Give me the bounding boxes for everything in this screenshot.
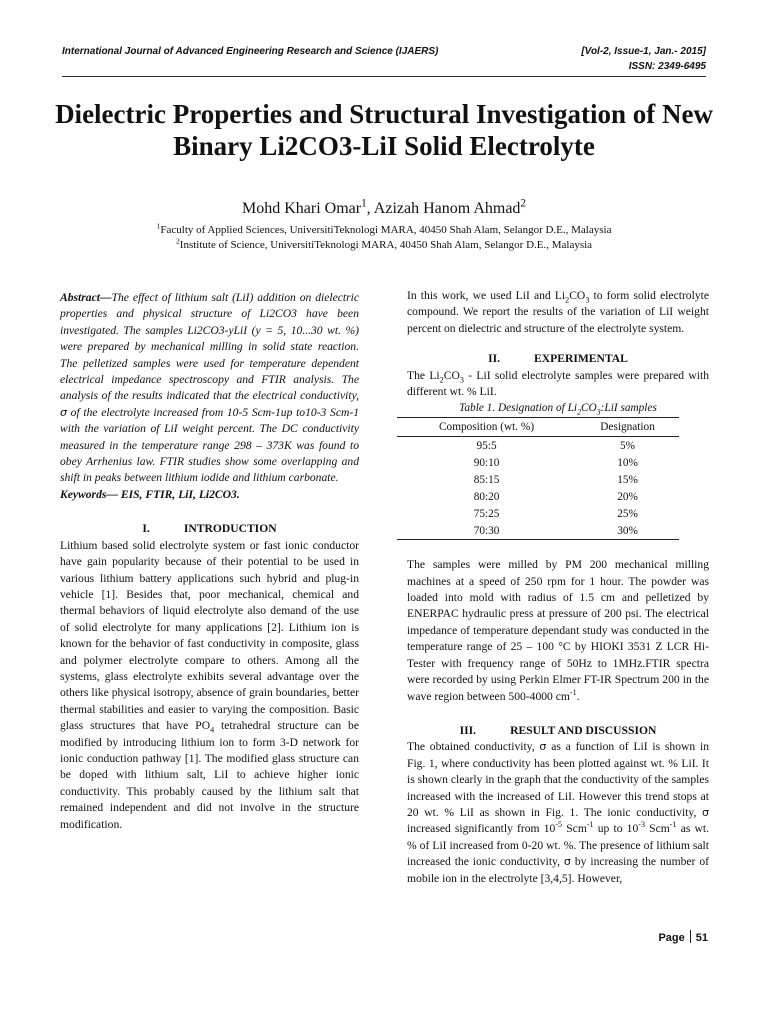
- abstract-text: of the electrolyte increased from 10-5 Scm-1up to10-3 Scm-1 with the variation of LiI weight percent. The DC conductivity measured in the temperature range 298 – 373K was found to obey Arrhenius law. FTIR studies show some overlapping and shift in peaks between lithium iodide and lithium carbonate.: [60, 405, 359, 485]
- journal-volume: [Vol-2, Issue-1, Jan.- 2015]: [581, 46, 706, 57]
- superscript: -1: [569, 687, 577, 697]
- paragraph-text: Scm: [562, 822, 587, 836]
- section-number: II.: [488, 352, 501, 366]
- paragraph-text: CO: [569, 289, 586, 302]
- table-caption: [407, 400, 709, 416]
- table-header-row: [397, 417, 679, 436]
- page-footer: [658, 930, 708, 944]
- author-line: [0, 197, 768, 218]
- table-cell: 80:20: [473, 490, 500, 503]
- footer-divider: [690, 930, 691, 943]
- subscript: 2: [565, 295, 570, 305]
- table-cell: 20%: [617, 490, 638, 503]
- journal-header: [62, 44, 706, 76]
- subscript: 2: [577, 407, 582, 417]
- section-heading-introduction: [60, 521, 359, 537]
- paragraph-text: The Li: [407, 368, 440, 382]
- author-affil-mark: 1: [361, 197, 367, 210]
- section-number: I.: [142, 522, 150, 536]
- superscript: -1: [586, 820, 594, 830]
- table-row: [397, 522, 679, 540]
- sigma-symbol: σ: [702, 805, 709, 819]
- section-number: III.: [459, 723, 477, 737]
- table-header-cell: Designation: [576, 417, 679, 436]
- table-cell: 75:25: [473, 507, 500, 520]
- paper-title: Dielectric Properties and Structural Investigation of New Binary Li2CO3-LiI Solid Electrolyte: [55, 99, 713, 161]
- caption-text: Table 1. Designation of Li: [459, 402, 578, 415]
- subscript: 3: [459, 374, 464, 384]
- affiliation-text: Faculty of Applied Sciences, UniversitiTeknologi MARA, 40450 Shah Alam, Selangor D.E., Malaysia: [160, 224, 612, 236]
- header-rule: [62, 76, 706, 77]
- section-heading-results: [407, 723, 709, 739]
- superscript: -3: [638, 820, 646, 830]
- author-name: Azizah Hanom Ahmad: [373, 200, 521, 217]
- table-row: [397, 488, 679, 505]
- section-title: RESULT AND DISCUSSION: [510, 723, 657, 737]
- table-row: [397, 454, 679, 471]
- paragraph-text: The obtained conductivity,: [407, 740, 540, 754]
- paragraph-text: increased significantly from 10: [407, 822, 556, 836]
- caption-text: :LiI samples: [600, 402, 657, 415]
- table-row: [397, 505, 679, 522]
- experimental-paragraph: [407, 368, 709, 401]
- author-affil-mark: 2: [520, 197, 527, 210]
- paragraph-text: .: [576, 689, 580, 703]
- affiliation: [0, 221, 768, 236]
- keywords: Keywords— EIS, FTIR, LiI, Li2CO3.: [60, 487, 240, 501]
- intro-text: Lithium based solid electrolyte system or fast ionic conductor have gain popularity because of their potential to be used in various lithium battery applications such hybrid and plug-in vehicle [1]. Besides that, poor mechanical, chemical and thermal behaviors of liquid electrolyte also demand of the use of solid electrolyte for many applications [2]. Lithium ion is known for the behavior of fast conductivity in composite, glass and polymer electrolyte compare to others. Among all the systems, glass electrolyte exhibits several advantage over the others like physical isotropy, absence of grain boundaries, better thermal stabilities and easier to varying the composition. Basic glass structures that have PO: [60, 538, 359, 733]
- paragraph-text: The samples were milled by PM 200 mechanical milling machines at a speed of 250 rpm for 1 hour. The powder was loaded into mold with radius of 1.5 cm and pelletized by ENERPAC hydraulic press at pressure of 200 psi. The electrical impedance of temperature dependant study was conducted in the temperature range of 25 – 100 °C by HIOKI 3531 Z LCR Hi-Tester with frequency range of 50Hz to 1MHz.FTIR spectra were recorded by using Perkin Elmer FT-IR Spectrum 200 in the wave region between 500-4000 cm: [407, 558, 709, 703]
- subscript: 2: [439, 374, 444, 384]
- sigma-symbol: σ: [539, 740, 547, 754]
- abstract: [60, 290, 359, 487]
- paragraph-text: CO: [443, 368, 460, 382]
- table-header-cell: Composition (wt. %): [397, 417, 576, 436]
- paragraph-text: - LiI solid electrolyte samples were prepared with different wt. % LiI.: [407, 368, 709, 399]
- right-column: [407, 288, 709, 887]
- superscript: -1: [669, 820, 677, 830]
- subscript: 3: [596, 407, 601, 417]
- paragraph-text: In this work, we used LiI and Li: [407, 289, 566, 302]
- methods-paragraph: [407, 557, 709, 705]
- table-row: [397, 471, 679, 488]
- affiliation-text: Institute of Science, UniversitiTeknologi MARA, 40450 Shah Alam, Selangor D.E., Malaysia: [179, 239, 593, 251]
- section-title: EXPERIMENTAL: [534, 352, 628, 366]
- table-cell: 25%: [617, 507, 638, 520]
- introduction-paragraph: [60, 538, 359, 833]
- journal-name: International Journal of Advanced Engineering Research and Science (IJAERS): [62, 46, 439, 57]
- composition-table: [397, 417, 679, 540]
- affiliation-mark: 1: [156, 221, 161, 231]
- table-cell: 30%: [576, 522, 679, 540]
- table-cell: 10%: [617, 456, 638, 469]
- sigma-symbol: σ: [60, 405, 67, 419]
- table-cell: 5%: [620, 439, 636, 452]
- paragraph-text: as wt. % of LiI increased from 0-20 wt. %. The presence of lithium salt increased the ionic conductivity,: [407, 822, 710, 869]
- journal-issn: ISSN: 2349-6495: [628, 61, 706, 72]
- results-paragraph: [407, 739, 709, 887]
- sigma-symbol: σ: [563, 855, 571, 869]
- superscript: -5: [555, 820, 563, 830]
- table-cell: 90:10: [473, 456, 500, 469]
- paragraph-text: to form solid electrolyte compound. We report the results of the variation of LiI weight percent on dielectric and structure of the electrolyte system.: [407, 289, 709, 335]
- page-number: 51: [695, 932, 708, 944]
- intro-text: tetrahedral structure can be modified by introducing lithium ion to form 3-D network for ionic conduction pathway [1]. The modified glass structure can be doped with lithium salt, LiI to achieve higher ionic conductivity. This probably caused by the lithium salt that remained independent and did not involve in the structure modification.: [60, 719, 359, 831]
- work-summary-paragraph: [407, 288, 709, 337]
- affiliation-mark: 2: [175, 236, 180, 246]
- table-cell: 85:15: [473, 473, 500, 486]
- section-title: INTRODUCTION: [183, 522, 277, 536]
- abstract-text: The effect of lithium salt (LiI) addition on dielectric properties and physical structure of Li2CO3 have been investigated. The samples Li2CO3-yLiI (y = 5, 10...30 wt. %) were prepared by mechanical milling in solid state reaction. The pelletized samples were used for temperature dependent electrical impedance spectroscopy and FTIR analysis. The analysis of the results indicated that the electrical conductivity,: [60, 291, 359, 403]
- paragraph-text: up to 10: [593, 822, 639, 836]
- author-separator: ,: [366, 200, 374, 217]
- table-row: [397, 437, 679, 455]
- table-cell: 15%: [617, 473, 638, 486]
- affiliation: [0, 236, 768, 251]
- left-column: [60, 290, 359, 833]
- page-label: Page: [658, 932, 685, 944]
- paragraph-text: Scm: [645, 822, 670, 836]
- paragraph-text: by increasing the number of mobile ion in the electrolyte [3,4,5]. However,: [407, 855, 709, 885]
- paragraph-text: as a function of LiI is shown in Fig. 1, where conductivity has been plotted against wt. % LiI. It is shown clearly in the graph that the conductivity of the samples increased with the increased of LiI. However this trend stops at 20 wt. % LiI as shown in Fig. 1. The ionic conductivity,: [407, 740, 709, 819]
- section-heading-experimental: [407, 351, 709, 367]
- subscript: 3: [585, 295, 590, 305]
- abstract-label: Abstract—: [60, 291, 112, 304]
- caption-text: CO: [581, 402, 597, 415]
- author-name: Mohd Khari Omar: [241, 200, 362, 217]
- table-cell: 95:5: [476, 439, 497, 452]
- table-cell: 70:30: [397, 522, 576, 540]
- subscript: 4: [210, 725, 215, 735]
